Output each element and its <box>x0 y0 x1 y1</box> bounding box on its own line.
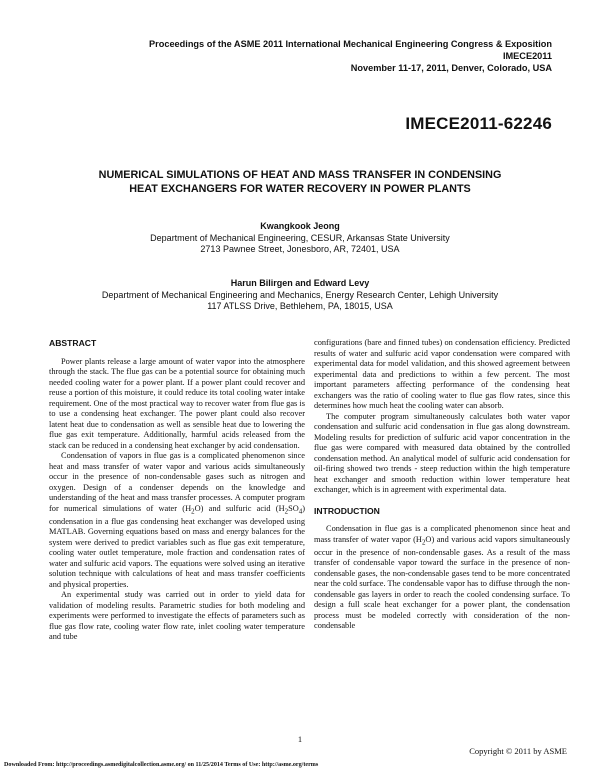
author-block-2 <box>40 278 560 313</box>
author-affiliation: Department of Mechanical Engineering and Mechanics, Energy Research Center, Lehigh University <box>101 289 499 300</box>
copyright-notice: Copyright © 2011 by ASME <box>469 746 567 756</box>
left-column <box>49 338 305 643</box>
abstract-paragraph-1: Power plants release a large amount of water vapor into the atmosphere through the stack. The flue gas can be a potential source for obtaining much needed cooling water for a power plant. If a power plant could recover and reuse a portion of this moisture, it could reduce its total cooling water intake requirement. One of the most practical way to recover water from flue gas is to use a condensing heat exchanger. The power plant could also recover latent heat due to condensation as well as sensible heat due to lowering the flue gas exit temperature. Additionally, harmful acids released from the stack can be reduced in a condensing heat exchanger by acid condensation. <box>49 356 305 450</box>
author-address: 117 ATLSS Drive, Bethlehem, PA, 18015, USA <box>207 301 393 311</box>
proceedings-title: Proceedings of the ASME 2011 International Mechanical Engineering Congress & Exposition <box>149 39 552 49</box>
abstract-heading: ABSTRACT <box>49 338 97 348</box>
author-address: 2713 Pawnee Street, Jonesboro, AR, 72401, USA <box>200 244 400 254</box>
abstract-paragraph-2: Condensation of vapors in flue gas is a complicated phenomenon since heat and mass transfer of water vapor and various acids simultaneously occur in the presence of non-condensable gases such as nitrogen and oxygen. Design of a condenser depends on the knowledge and understanding of the heat and mass transfer processes. A computer program for numerical simulations of water $(H_2O)$ and sulfuric acid $(H_2SO_4)$ condensation in a flue gas condensing heat exchanger was developed using MATLAB. Governing equations based on mass and energy balances for the system were derived to predict variables such as flue gas exit temperature, cooling water outlet temperature, mole fraction and condensation rates of water and sulfuric acid vapors. The equations were solved using an iterative solution technique with calculations of heat and mass transfer coefficients and physical properties. <box>49 451 305 589</box>
author-affiliation: Department of Mechanical Engineering, CESUR, Arkansas State University <box>150 232 450 243</box>
author-block-1 <box>40 221 560 256</box>
paper-title <box>60 168 540 196</box>
download-notice: Downloaded From: http://proceedings.asmedigitalcollection.asme.org/ on 11/25/2014 Terms of Use: http://asme.org/terms <box>4 762 319 768</box>
abstract-paragraph-3-continued: configurations (bare and finned tubes) on condensation efficiency. Predicted results of water and sulfuric acid vapor condensation were compared with experimental data for model validation, and this showed agreement between experimental data and predictions to within a few percent. The most important parameters affecting performance of the condensing heat exchangers was the ratio of cooling water to flue gas flow rates, since this determines how much heat the cooling water can absorb. <box>314 338 570 410</box>
introduction-heading: INTRODUCTION <box>314 505 380 516</box>
conference-date-location: November 11-17, 2011, Denver, Colorado, USA <box>350 63 552 73</box>
introduction-paragraph-1: Condensation in flue gas is a complicated phenomenon since heat and mass transfer of water vapor $(H_2O)$ and various acid vapors simultaneously occur in the presence of non-condensable gases. As a result of the mass transfer of condensable vapor toward the surface in the presence of non-condensable gases, the non-condensable gases tend to be more concentrated near the cold surface. The condensable vapor has to diffuse through the non-condensable gas layers in order to reach the cooled condensing surface. To design a full scale heat exchanger for a power plant, the condensation process must be modeled correctly with consideration of the non-condensable <box>314 524 570 631</box>
author-name: Kwangkook Jeong <box>260 221 340 231</box>
proceedings-header <box>52 38 552 74</box>
abstract-paragraph-3: An experimental study was carried out in order to yield data for validation of modeling results. Parametric studies for both modeling and experiments were performed to investigate the effects of parameters such as flue gas flow rate, cooling water flow rate, inlet cooling water temperature and tube <box>49 590 305 642</box>
right-column <box>314 338 570 632</box>
page-number: 1 <box>297 734 303 744</box>
abstract-paragraph-4: The computer program simultaneously calculates both water vapor condensation and sulfuric acid condensation in flue gas along downstream. Modeling results for prediction of sulfuric acid vapor concentration in the flue gas were compared with measured data obtained by the controlled condensation method. An analytical model of sulfuric acid condensation for oil-firing showed two trends - steep reduction within the high temperature heat exchanger and smooth reduction within lower temperature heat exchanger, which is in agreement with experimental data. <box>314 411 570 494</box>
conference-code: IMECE2011 <box>502 51 552 61</box>
author-name: Harun Bilirgen and Edward Levy <box>230 278 370 288</box>
paper-id: IMECE2011-62246 <box>405 114 552 133</box>
paper-title-line-1: NUMERICAL SIMULATIONS OF HEAT AND MASS TRANSFER IN CONDENSING <box>98 169 502 181</box>
paper-title-line-2: HEAT EXCHANGERS FOR WATER RECOVERY IN POWER PLANTS <box>129 183 471 195</box>
